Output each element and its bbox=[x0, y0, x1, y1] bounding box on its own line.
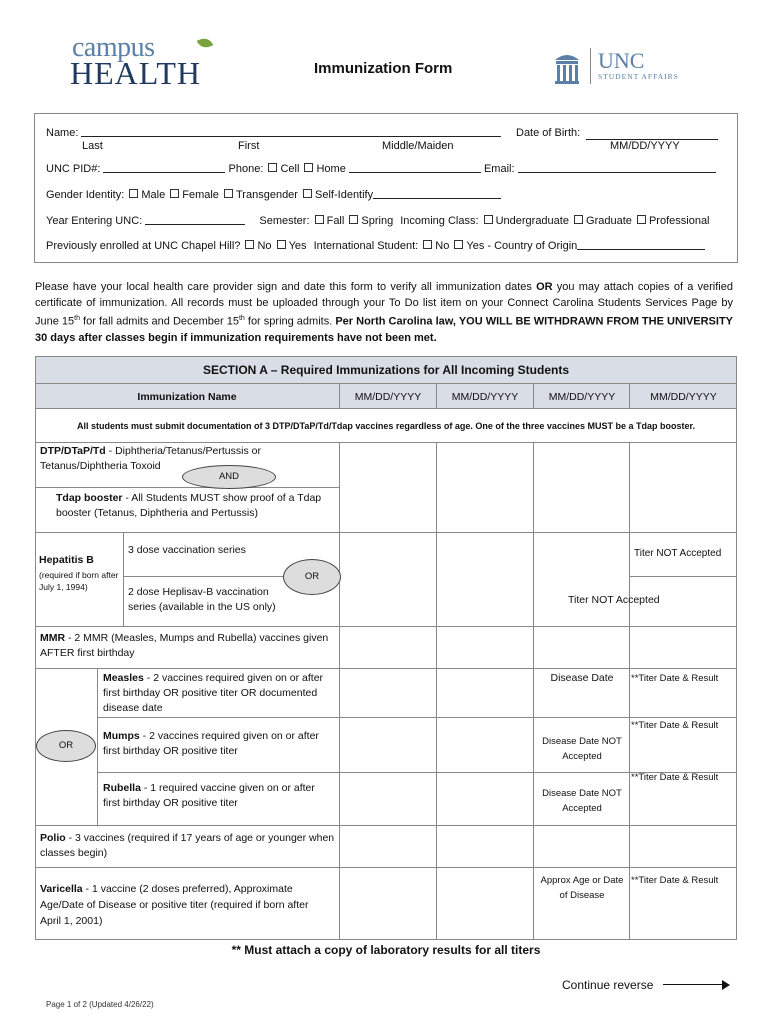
col-date-3: MM/DD/YYYY bbox=[548, 391, 616, 403]
row-divider bbox=[35, 867, 737, 868]
row-divider bbox=[35, 626, 737, 627]
logo-campus: campus bbox=[72, 32, 155, 63]
first-caption: First bbox=[238, 140, 260, 152]
home-checkbox[interactable] bbox=[304, 163, 313, 172]
campus-health-logo bbox=[70, 32, 230, 91]
professional-label: Professional bbox=[648, 215, 710, 227]
rubella-rest: - 1 required vaccine given on or after first birthday OR positive titer bbox=[103, 782, 315, 809]
polio-bold: Polio bbox=[40, 832, 66, 844]
polio-text bbox=[40, 831, 336, 861]
lab-results-note: ** Must attach a copy of laboratory results for all titers bbox=[231, 943, 541, 957]
self-identify-field[interactable] bbox=[373, 198, 501, 199]
varicella-titer: **Titer Date & Result bbox=[631, 875, 719, 886]
arrow-right-icon bbox=[663, 984, 725, 985]
hepb-note: (required if born after July 1, 1994) bbox=[39, 570, 119, 592]
intl-no-checkbox[interactable] bbox=[423, 240, 432, 249]
prev-yes-label: Yes bbox=[288, 240, 307, 252]
col-divider bbox=[339, 384, 340, 409]
col-divider bbox=[436, 384, 437, 409]
instr-part4: for spring admits. bbox=[244, 315, 336, 328]
col-date-4: MM/DD/YYYY bbox=[650, 391, 717, 403]
fall-checkbox[interactable] bbox=[315, 215, 324, 224]
email-field[interactable] bbox=[518, 172, 716, 173]
section-title: SECTION A – Required Immunizations for All Incoming Students bbox=[202, 363, 570, 377]
col-divider bbox=[339, 443, 340, 940]
female-label: Female bbox=[182, 189, 219, 201]
logo-divider bbox=[590, 48, 591, 84]
country-field[interactable] bbox=[577, 249, 705, 250]
dob-format-caption: MM/DD/YYYY bbox=[610, 140, 680, 152]
page-number: Page 1 of 2 (Updated 4/26/22) bbox=[46, 1000, 154, 1009]
self-identify-checkbox[interactable] bbox=[303, 189, 312, 198]
phone-field[interactable] bbox=[349, 172, 481, 173]
dtp-text bbox=[40, 444, 330, 474]
graduate-label: Graduate bbox=[586, 215, 632, 227]
mumps-text bbox=[103, 729, 328, 759]
instr-part2: you may attach copies of a verified certificate of immunization. All records must be uploaded through your To Do list item on your Connect Carolina Students Services Page by June 15 bbox=[35, 281, 733, 328]
page-title: Immunization Form bbox=[314, 60, 453, 77]
tdap-text bbox=[56, 491, 326, 521]
email-label: Email: bbox=[483, 163, 515, 175]
measles-bold: Measles bbox=[103, 672, 144, 684]
and-oval: AND bbox=[182, 465, 276, 489]
rubella-bold: Rubella bbox=[103, 782, 141, 794]
professional-checkbox[interactable] bbox=[637, 215, 646, 224]
mumps-disease-not: Disease Date NOT Accepted bbox=[542, 736, 622, 762]
transgender-checkbox[interactable] bbox=[224, 189, 233, 198]
measles-disease-date: Disease Date bbox=[550, 672, 614, 684]
instr-or: OR bbox=[536, 281, 553, 293]
col-divider bbox=[629, 443, 630, 940]
spring-label: Spring bbox=[361, 215, 394, 227]
row-divider bbox=[35, 668, 737, 669]
intl-no-label: No bbox=[435, 240, 450, 252]
pid-label: UNC PID#: bbox=[46, 163, 101, 175]
year-field[interactable] bbox=[145, 224, 245, 225]
prev-yes-checkbox[interactable] bbox=[277, 240, 286, 249]
row-divider bbox=[35, 532, 737, 533]
mmr-divider bbox=[97, 668, 98, 825]
hepb-divider bbox=[123, 532, 124, 626]
instr-part3: for fall admits and December 15 bbox=[80, 315, 239, 328]
tdap-bold: Tdap booster bbox=[56, 492, 123, 504]
mmr-or-oval: OR bbox=[36, 730, 96, 762]
varicella-rest: - 1 vaccine (2 doses preferred), Approximate Age/Date of Disease or positive titer (required if born after April 1, 2001) bbox=[40, 883, 309, 927]
col-divider bbox=[533, 443, 534, 940]
col-date-1: MM/DD/YYYY bbox=[354, 391, 422, 403]
undergrad-label: Undergraduate bbox=[495, 215, 569, 227]
mmr-text bbox=[40, 631, 330, 661]
dob-field[interactable] bbox=[586, 127, 718, 140]
measles-text bbox=[103, 671, 328, 716]
polio-rest: - 3 vaccines (required if 17 years of age or younger when classes begin) bbox=[40, 832, 335, 859]
middle-caption: Middle/Maiden bbox=[382, 140, 454, 152]
gender-label: Gender Identity: bbox=[46, 189, 125, 201]
rubella-text bbox=[103, 781, 333, 811]
intl-yes-checkbox[interactable] bbox=[454, 240, 463, 249]
row-divider bbox=[35, 487, 339, 488]
intl-yes-label: Yes - Country of Origin bbox=[466, 240, 578, 252]
prev-no-checkbox[interactable] bbox=[245, 240, 254, 249]
pid-field[interactable] bbox=[103, 172, 225, 173]
varicella-text bbox=[40, 881, 330, 929]
graduate-checkbox[interactable] bbox=[574, 215, 583, 224]
logo-unc: UNC bbox=[598, 48, 645, 73]
mmr-rest: - 2 MMR (Measles, Mumps and Rubella) vaccines given AFTER first birthday bbox=[40, 632, 329, 659]
name-label: Name: bbox=[46, 127, 79, 139]
instr-bold: Per North Carolina law, YOU WILL BE WITHDRAWN FROM THE UNIVERSITY 30 days after classes begin if immunization requirements have not been met. bbox=[35, 315, 734, 344]
rubella-disease-not: Disease Date NOT Accepted bbox=[542, 788, 622, 814]
spring-checkbox[interactable] bbox=[349, 215, 358, 224]
instructions-paragraph bbox=[35, 279, 733, 346]
hepb-bold: Hepatitis B bbox=[39, 554, 94, 566]
phone-label: Phone: bbox=[228, 163, 264, 175]
semester-label: Semester: bbox=[259, 215, 310, 227]
fall-label: Fall bbox=[326, 215, 345, 227]
measles-rest: - 2 vaccines required given on or after first birthday OR positive titer OR documented disease date bbox=[103, 672, 324, 714]
measles-titer: **Titer Date & Result bbox=[631, 673, 719, 684]
cell-label: Cell bbox=[280, 163, 300, 175]
old-well-icon bbox=[552, 50, 582, 84]
male-checkbox[interactable] bbox=[129, 189, 138, 198]
mmr-bold: MMR bbox=[40, 632, 66, 644]
mumps-rest: - 2 vaccines required given on or after first birthday OR positive titer bbox=[103, 730, 319, 757]
instr-th2: th bbox=[238, 315, 245, 322]
row-divider bbox=[629, 576, 737, 577]
incoming-label: Incoming Class: bbox=[400, 215, 479, 227]
instr-th1: th bbox=[74, 315, 80, 322]
prev-row bbox=[46, 240, 705, 252]
intl-label: International Student: bbox=[313, 240, 419, 252]
hepb-2dose: 2 dose Heplisav-B vaccination series (available in the US only) bbox=[128, 586, 276, 613]
continue-reverse: Continue reverse bbox=[562, 978, 654, 992]
home-label: Home bbox=[316, 163, 346, 175]
hepb-titer-not-2: Titer NOT Accepted bbox=[568, 594, 660, 606]
cell-checkbox[interactable] bbox=[268, 163, 277, 172]
prev-no-label: No bbox=[257, 240, 272, 252]
hepb-or-oval: OR bbox=[283, 559, 341, 595]
col-divider bbox=[436, 443, 437, 940]
arrow-head-icon bbox=[722, 980, 730, 990]
rubella-titer: **Titer Date & Result bbox=[631, 772, 719, 783]
instr-part1: Please have your local health care provider sign and date this form to verify all immunization dates bbox=[35, 281, 537, 293]
logo-leaf-icon bbox=[197, 36, 214, 50]
name-field[interactable] bbox=[81, 136, 501, 137]
dtp-bold: DTP/DTaP/Td bbox=[40, 445, 106, 457]
dob-label: Date of Birth: bbox=[516, 127, 581, 139]
transgender-label: Transgender bbox=[236, 189, 298, 201]
female-checkbox[interactable] bbox=[170, 189, 179, 198]
logo-student-affairs: STUDENT AFFAIRS bbox=[598, 72, 679, 81]
mumps-bold: Mumps bbox=[103, 730, 140, 742]
year-row bbox=[46, 215, 710, 227]
varicella-approx: Approx Age or Date of Disease bbox=[540, 875, 624, 901]
mumps-titer: **Titer Date & Result bbox=[631, 720, 719, 731]
last-caption: Last bbox=[82, 140, 103, 152]
year-label: Year Entering UNC: bbox=[46, 215, 143, 227]
gender-row bbox=[46, 189, 501, 201]
male-label: Male bbox=[141, 189, 166, 201]
col-date-2: MM/DD/YYYY bbox=[451, 391, 519, 403]
undergrad-checkbox[interactable] bbox=[484, 215, 493, 224]
self-identify-label: Self-Identify bbox=[315, 189, 374, 201]
dtp-rest: - Diphtheria/Tetanus/Pertussis or Tetanus/Diphtheria Toxoid bbox=[40, 445, 261, 472]
prev-label: Previously enrolled at UNC Chapel Hill? bbox=[46, 240, 241, 252]
col-divider bbox=[629, 384, 630, 409]
name-row bbox=[46, 127, 501, 139]
pid-row bbox=[46, 163, 716, 175]
hepb-3dose: 3 dose vaccination series bbox=[128, 544, 246, 556]
tdap-rest: - All Students MUST show proof of a Tdap booster (Tetanus, Diphtheria and Pertussis) bbox=[56, 492, 322, 519]
col-immunization-name: Immunization Name bbox=[137, 391, 237, 403]
unc-logo bbox=[552, 48, 742, 88]
hepb-titer-not-1: Titer NOT Accepted bbox=[634, 548, 722, 559]
varicella-bold: Varicella bbox=[40, 883, 83, 895]
row-divider bbox=[35, 825, 737, 826]
col-divider bbox=[533, 384, 534, 409]
logo-health: HEALTH bbox=[70, 55, 202, 91]
notice-text: All students must submit documentation of 3 DTP/DTaP/Td/Tdap vaccines regardless of age. One of the three vaccines MUST be a Tdap booster. bbox=[77, 421, 695, 431]
